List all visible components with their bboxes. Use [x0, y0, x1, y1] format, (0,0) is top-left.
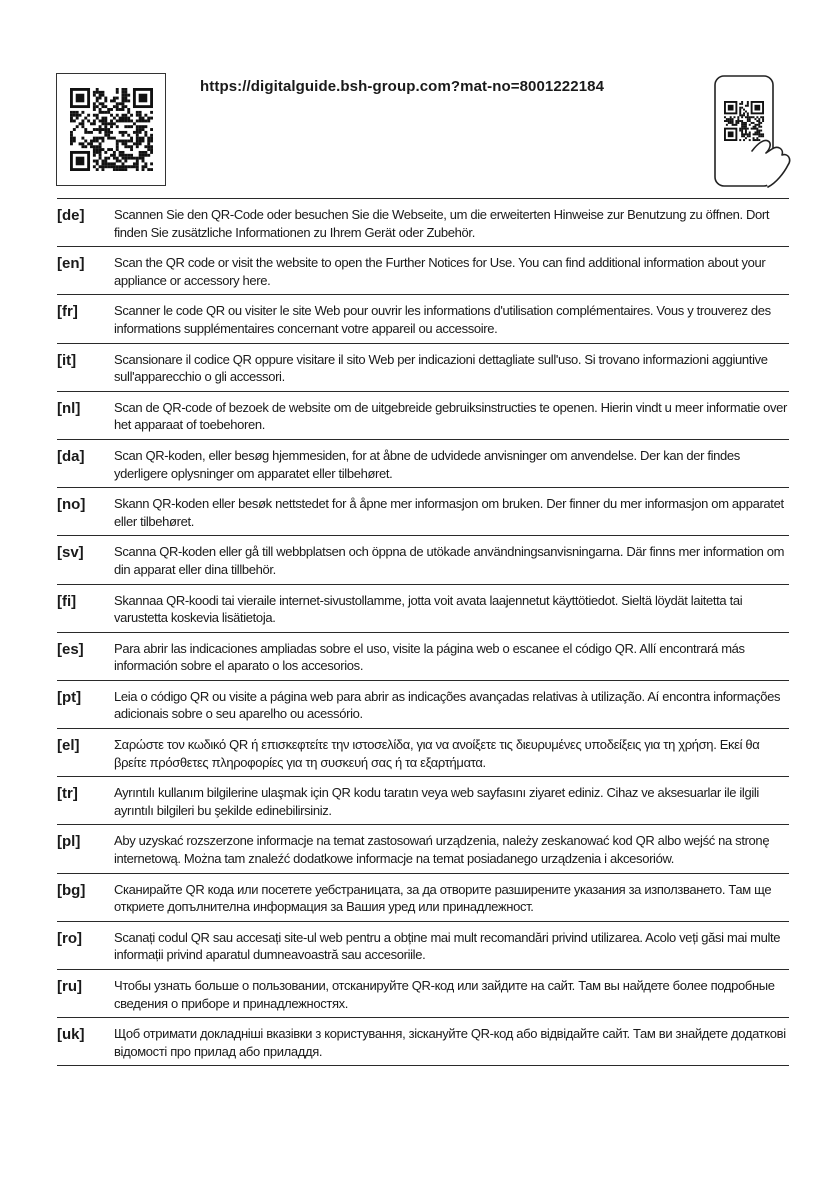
language-row [57, 198, 789, 246]
language-row [57, 584, 789, 632]
language-code: [el] [57, 737, 80, 755]
language-text: Aby uzyskać rozszerzone informacje na temat zastosowań urządzenia, należy zeskanować kod QR albo wejść na stronę internetową. Można tam znaleźć dodatkowe informacje na temat posiadanego urządzenia i akcesoriów. [114, 833, 770, 867]
language-text: Scan the QR code or visit the website to open the Further Notices for Use. You can find additional information about your appliance or accessory here. [114, 255, 766, 288]
language-code: [de] [57, 207, 85, 224]
language-code: [ru] [57, 978, 82, 995]
language-code: [tr] [57, 785, 78, 803]
language-code: [es] [57, 640, 84, 658]
language-text: Σαρώστε τον κωδικό QR ή επισκεφτείτε την ιστοσελίδα, για να ανοίξετε τις διευρυμένες υποδείξεις για τη χρήση. Εκεί θα βρείτε πρόσθετες πληροφορίες για τη συσκευή σας ή τα εξαρτήματα. [114, 737, 760, 770]
language-row [57, 391, 789, 439]
phone-qr-icon [724, 101, 764, 141]
language-code: [fi] [57, 592, 77, 610]
language-code: [no] [57, 496, 86, 514]
language-code: [bg] [57, 881, 86, 899]
language-row [57, 824, 789, 872]
language-code: [it] [57, 351, 77, 369]
language-text: Ayrıntılı kullanım bilgilerine ulaşmak için QR kodu taratın veya web sayfasını ziyaret ediniz. Cihaz ve aksesuarlar ile ilgili ayrıntılı bilgileri bu şekilde edinebilirsiniz. [114, 785, 759, 818]
language-row [57, 487, 789, 535]
language-code: [uk] [57, 1026, 85, 1044]
language-row [57, 921, 789, 969]
language-row [57, 776, 789, 824]
language-row [57, 535, 789, 583]
language-code: [da] [57, 447, 85, 465]
language-text: Leia o código QR ou visite a página web para abrir as indicações avançadas relativas à utilização. Aí encontra informações adicionais sobre o seu aparelho ou acessório. [114, 688, 781, 722]
language-text: Scan QR-koden, eller besøg hjemmesiden, for at åbne de udvidede anvisninger om anvendelse. Der kan der findes yderligere oplysninger om apparatet eller tilbehøret. [114, 447, 740, 481]
qr-code-icon [70, 88, 153, 171]
language-row [57, 969, 789, 1017]
language-code: [en] [57, 255, 85, 273]
language-row [57, 680, 789, 728]
language-text: Щоб отримати докладніші вказівки з користування, зіскануйте QR-код або відвідайте сайт. Там ви знайдете додаткові відомості про прилад або приладдя. [114, 1026, 786, 1059]
language-row [57, 343, 789, 391]
language-code: [pt] [57, 688, 82, 706]
language-row [57, 873, 789, 921]
language-code: [sv] [57, 544, 84, 562]
language-text: Чтобы узнать больше о пользовании, отсканируйте QR-код или зайдите на сайт. Там вы найдете более подробные сведения о приборе и принадлежностях. [114, 978, 775, 1011]
language-text: Scanner le code QR ou visiter le site Web pour ouvrir les informations d'utilisation complémentaires. Vous y trouverez des informations supplémentaires concernant votre appareil ou accessoire. [114, 303, 771, 336]
header [56, 73, 796, 191]
language-text: Сканирайте QR кода или посетете уебстраницата, за да отворите разширените указания за използването. Там ще откриете допълнителна информация за Вашия уред или принадлежност. [114, 881, 772, 915]
language-row [57, 439, 789, 487]
language-table [57, 198, 789, 1066]
language-row [57, 728, 789, 776]
language-code: [fr] [57, 303, 78, 321]
language-row [57, 632, 789, 680]
language-text: Para abrir las indicaciones ampliadas sobre el uso, visite la página web o escanee el código QR. Allí encontrará más información sobre el aparato o los accesorios. [114, 640, 745, 674]
language-text: Scanați codul QR sau accesați site-ul web pentru a obține mai mult recomandări privind utilizarea. Acolo veți găsi mai multe informații privind aparatul dumneavoastră sau accesoriile. [114, 929, 781, 963]
language-code: [ro] [57, 929, 82, 947]
language-row [57, 294, 789, 342]
language-text: Scan de QR-code of bezoek de website om de uitgebreide gebruiksinstructies te openen. Hierin vindt u meer informatie over het apparaat of toebehoren. [114, 399, 788, 433]
language-text: Scanna QR-koden eller gå till webbplatsen och öppna de utökade användningsanvisningarna. Där finns mer information om din apparat eller dina tillbehör. [114, 544, 785, 577]
language-text: Skann QR-koden eller besøk nettstedet for å åpne mer informasjon om bruken. Der finner du mer informasjon om apparatet eller tilbehøret. [114, 496, 784, 529]
language-row [57, 1017, 789, 1066]
url-link[interactable]: https://digitalguide.bsh-group.com?mat-no=8001222184 [200, 78, 605, 95]
language-row [57, 246, 789, 294]
language-code: [nl] [57, 399, 81, 417]
phone-scan-icon [712, 73, 794, 191]
language-text: Scansionare il codice QR oppure visitare il sito Web per indicazioni dettagliate sull'uso. Si trovano informazioni aggiuntive sull'apparecchio o gli accessori. [114, 351, 768, 385]
language-text: Scannen Sie den QR-Code oder besuchen Sie die Webseite, um die erweiterten Hinweise zur Benutzung zu öffnen. Dort finden Sie zusätzliche Informationen zu Ihrem Gerät oder Zubehör. [114, 207, 770, 240]
language-code: [pl] [57, 833, 81, 851]
language-text: Skannaa QR-koodi tai vieraile internet-sivustollamme, jotta voit avata laajennetut käyttötiedot. Sieltä löydät laitetta tai varustetta koskevia lisätietoja. [114, 592, 743, 626]
qr-code-box [56, 73, 166, 186]
